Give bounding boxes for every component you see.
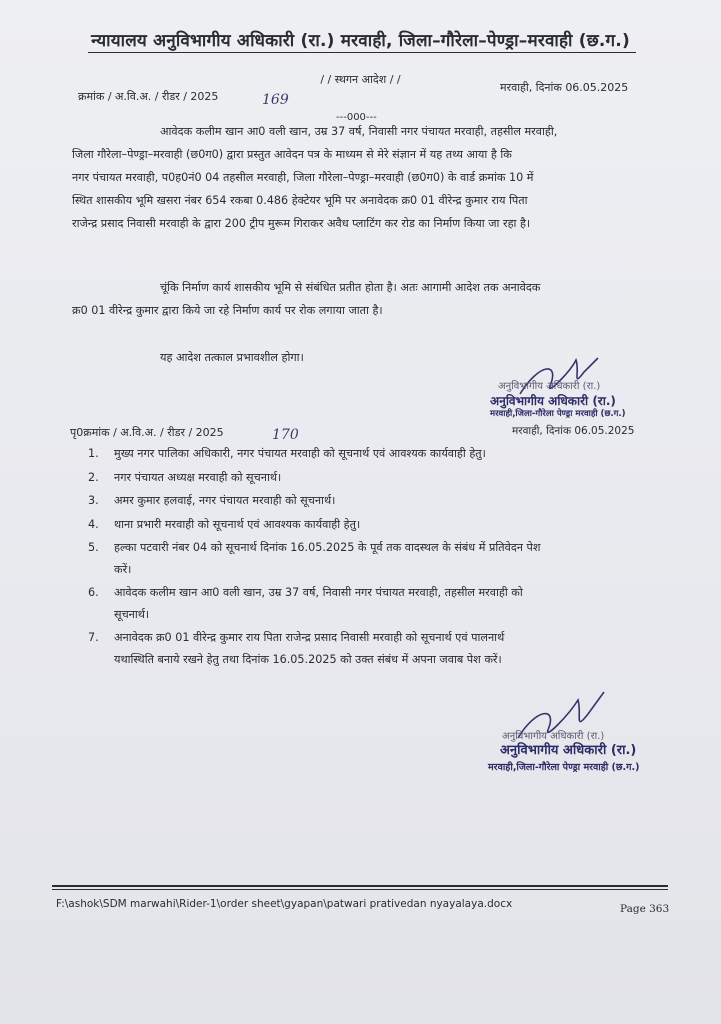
title-underline [88,52,636,53]
signature-block-2 [488,680,698,780]
list-item: 4. थाना प्रभारी मरवाही को सूचनार्थ एवं आवश्यक कार्यवाही हेतु। [88,517,361,531]
place-date: मरवाही, दिनांक 06.05.2025 [500,81,629,94]
paragraph-line: स्थित शासकीय भूमि खसरा नंबर 654 रकबा 0.486 हेक्टेयर भूमि पर अनावेदक क्र0 01 वीरेन्द्र कुमार राय पिता [72,194,528,207]
list-item: 5. हल्का पटवारी नंबर 04 को सूचनार्थ दिनांक 16.05.2025 के पूर्व तक वादस्थल के संबंध में प्रतिवेदन पेश करें। [88,541,541,576]
signature-date: मरवाही, दिनांक 06.05.2025 [512,425,635,437]
paragraph-line: क्र0 01 वीरेन्द्र कुमार द्वारा किये जा रहे निर्माण कार्य पर रोक लगाया जाता है। [72,304,383,317]
paragraph-effective: यह आदेश तत्काल प्रभावशील होगा। [160,351,304,364]
handwritten-endorsement-number: 170 [272,427,299,443]
paragraph-line: चूंकि निर्माण कार्य शासकीय भूमि से संबंधित प्रतीत होता है। अतः आगामी आदेश तक अनावेदक [160,281,541,294]
paragraph-line: राजेन्द्र प्रसाद निवासी मरवाही के द्वारा 200 ट्रीप मुरूम गिराकर अवैध प्लाटिंग कर रोड का निर्माण किया जा रहा है। [72,217,531,230]
list-item: 1. मुख्य नगर पालिका अधिकारी, नगर पंचायत मरवाही को सूचनार्थ एवं आवश्यक कार्यवाही हेतु। [88,447,486,460]
footer-rule [52,885,668,887]
footer-page-number: Page 363 [620,903,670,915]
footer-file-path: F:\ashok\SDM marwahi\Rider-1\order sheet\gyapan\patwari prativedan nyayalaya.docx [56,898,513,910]
order-subtitle: / / स्थगन आदेश / / [320,73,401,86]
court-title: न्यायालय अनुविभागीय अधिकारी (रा.) मरवाही, जिला–गौरेला–पेण्ड्रा–मरवाही (छ.ग.) [91,31,630,51]
list-item: 7. अनावेदक क्र0 01 वीरेन्द्र कुमार राय पिता राजेन्द्र प्रसाद निवासी मरवाही को सूचनार्थ एवं पालनार्थ यथास्थिति बनाये रखने हेतु तथा दिनांक 16.05.2025 को उक्त संबंध में अपना जवाब पेश करें। [88,631,505,666]
endorsement-ref-number: पृ0क्रमांक / अ.वि.अ. / रीडर / 2025 [70,426,224,439]
stamp-place: मरवाही,जिला-गौरेला पेण्ड्रा मरवाही (छ.ग.) [488,762,640,773]
reference-number: क्रमांक / अ.वि.अ. / रीडर / 2025 [78,90,219,103]
faded-designation: अनुविभागीय अधिकारी (रा.) [498,381,601,392]
paragraph-line: जिला गौरेला–पेण्ड्रा–मरवाही (छ0ग0) द्वारा प्रस्तुत आवेदन पत्र के माध्यम से मेरे संज्ञान में यह तथ्य आया है कि [72,148,512,161]
list-item: 3. अमर कुमार हलवाई, नगर पंचायत मरवाही को सूचनार्थ। [88,494,336,507]
stamp-designation: अनुविभागीय अधिकारी (रा.) [490,394,616,408]
paragraph-order [72,276,662,322]
handwritten-ref-number: 169 [262,92,289,108]
list-item: 2. नगर पंचायत अध्यक्ष मरवाही को सूचनार्थ। [88,470,282,484]
paragraph-facts [72,120,662,235]
distribution-list [72,443,662,672]
paragraph-line: नगर पंचायत मरवाही, प0ह0नं0 04 तहसील मरवाही, जिला गौरेला–पेण्ड्रा–मरवाही (छ0ग0) के वार्ड क्रमांक 10 में [72,171,534,184]
signature-block-1 [480,352,680,442]
stamp-place: मरवाही,जिला-गौरेला पेण्ड्रा मरवाही (छ.ग.) [490,409,626,419]
separator: ---000--- [336,112,377,123]
faded-designation: अनुविभागीय अधिकारी (रा.) [502,731,605,742]
list-item: 6. आवेदक कलीम खान आ0 वली खान, उम्र 37 वर्ष, निवासी नगर पंचायत मरवाही, तहसील मरवाही को सूचनार्थ। [88,586,523,621]
paragraph-line: आवेदक कलीम खान आ0 वली खान, उम्र 37 वर्ष, निवासी नगर पंचायत मरवाही, तहसील मरवाही, [160,125,558,138]
stamp-designation: अनुविभागीय अधिकारी (रा.) [500,743,637,758]
footer-rule-thin [52,889,668,890]
